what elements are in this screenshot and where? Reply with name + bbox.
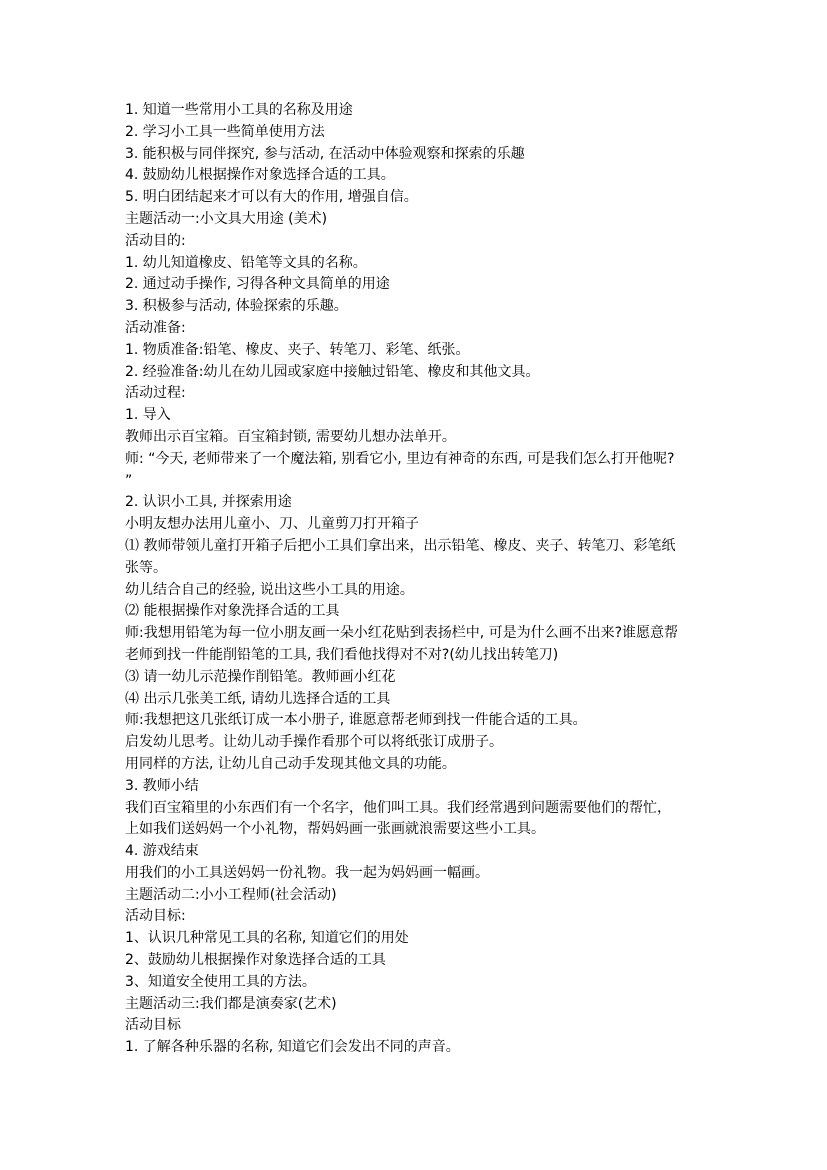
paragraph: ” bbox=[125, 472, 133, 489]
activity-preparation-heading: 活动准备: bbox=[125, 319, 186, 336]
goal-line-5: 5. 明白团结起来才可以有大的作用, 增强自信。 bbox=[125, 189, 418, 206]
purpose-line-3: 3. 积极参与活动, 体验探索的乐趣。 bbox=[125, 298, 348, 315]
paragraph: 小明友想办法用儿童小、刀、儿童剪刀打开箱子 bbox=[125, 516, 419, 533]
paragraph: 师: “今天, 老师带来了一个魔法箱, 别看它小, 里边有神奇的东西, 可是我们怎么打开他呢? bbox=[125, 450, 675, 467]
activity-process-heading: 活动过程: bbox=[125, 385, 186, 402]
goals-line-3: 3、知道安全使用工具的方法。 bbox=[125, 973, 316, 990]
goals-line-1: 1. 了解各种乐器的名称, 知道它们会发出不同的声音。 bbox=[125, 1039, 460, 1056]
goal-line-1: 1. 知道一些常用小工具的名称及用途 bbox=[125, 102, 353, 118]
activity-goals-heading: 活动目标: bbox=[125, 908, 186, 925]
theme-activity-2-heading: 主题活动二:小小工程师(社会活动) bbox=[125, 886, 337, 903]
paragraph: 师:我想用铅笔为每一位小朋友画一朵小红花贴到表扬栏中, 可是为什么画不出来?谁愿意帮 bbox=[125, 625, 679, 642]
paragraph: 我们百宝箱里的小东西们有一个名字，他们叫工具。我们经常遇到问题需要他们的帮忙， bbox=[125, 799, 671, 816]
paragraph: ⑶ 请一幼儿示范操作削铅笔。教师画小红花 bbox=[125, 668, 396, 685]
paragraph: 上如我们送妈妈一个小礼物，帮妈妈画一张画就浪需要这些小工具。 bbox=[125, 821, 545, 838]
goals-line-2: 2、鼓励幼儿根据操作对象选择合适的工具 bbox=[125, 952, 386, 969]
document-page bbox=[125, 100, 715, 1059]
paragraph: 幼儿结合自己的经验, 说出这些小工具的用途。 bbox=[125, 581, 414, 598]
paragraph: 用我们的小工具送妈妈一份礼物。我一起为妈妈画一幅画。 bbox=[125, 864, 489, 881]
paragraph: ⑷ 出示几张美工纸, 请幼儿选择合适的工具 bbox=[125, 690, 391, 707]
process-step-3-heading: 3. 教师小结 bbox=[125, 777, 199, 794]
goal-line-4: 4. 鼓励幼儿根据操作对象选择合适的工具。 bbox=[125, 167, 395, 184]
paragraph: 师:我想把这几张纸订成一本小册子, 谁愿意帮老师到找一件能合适的工具。 bbox=[125, 712, 587, 729]
preparation-line-1: 1. 物质准备:铅笔、橡皮、夹子、转笔刀、彩笔、纸张。 bbox=[125, 341, 470, 358]
goals-line-1: 1、认识几种常见工具的名称, 知道它们的用处 bbox=[125, 930, 409, 947]
purpose-line-2: 2. 通过动手操作, 习得各种文具简单的用途 bbox=[125, 276, 390, 293]
paragraph: 教师出示百宝箱。百宝箱封锁, 需要幼儿想办法单开。 bbox=[125, 428, 456, 445]
activity-purpose-heading: 活动目的: bbox=[125, 232, 186, 249]
purpose-line-1: 1. 幼儿知道橡皮、铅笔等文具的名称。 bbox=[125, 254, 367, 271]
activity-goals-heading: 活动目标 bbox=[125, 1017, 181, 1034]
paragraph: 张等。 bbox=[125, 559, 167, 576]
goal-line-2: 2. 学习小工具一些简单使用方法 bbox=[125, 123, 325, 140]
paragraph: 老师到找一件能削铅笔的工具, 我们看他找得对不对?(幼儿找出转笔刀) bbox=[125, 646, 559, 663]
paragraph: 启发幼儿思考。让幼儿动手操作看那个可以将纸张订成册子。 bbox=[125, 734, 503, 751]
paragraph: ⑵ 能根据操作对象洗择合适的工具 bbox=[125, 603, 340, 620]
paragraph: ⑴ 教师带领儿童打开箱子后把小工具们拿出来，出示铅笔、橡皮、夹子、转笔刀、彩笔纸 bbox=[125, 537, 676, 554]
theme-activity-1-heading: 主题活动一:小文具大用途 (美术) bbox=[125, 210, 328, 227]
goal-line-3: 3. 能积极与同伴探究, 参与活动, 在活动中体验观察和探索的乐趣 bbox=[125, 145, 525, 162]
process-step-4-heading: 4. 游戏结束 bbox=[125, 843, 199, 860]
paragraph: 用同样的方法, 让幼儿自己动手发现其他文具的功能。 bbox=[125, 755, 456, 772]
process-step-2-heading: 2. 认识小工具, 并探索用途 bbox=[125, 494, 292, 511]
theme-activity-3-heading: 主题活动三:我们都是演奏家(艺术) bbox=[125, 995, 337, 1012]
process-step-1-heading: 1. 导入 bbox=[125, 407, 171, 424]
preparation-line-2: 2. 经验准备:幼儿在幼儿园或家庭中接触过铅笔、橡皮和其他文具。 bbox=[125, 363, 540, 380]
